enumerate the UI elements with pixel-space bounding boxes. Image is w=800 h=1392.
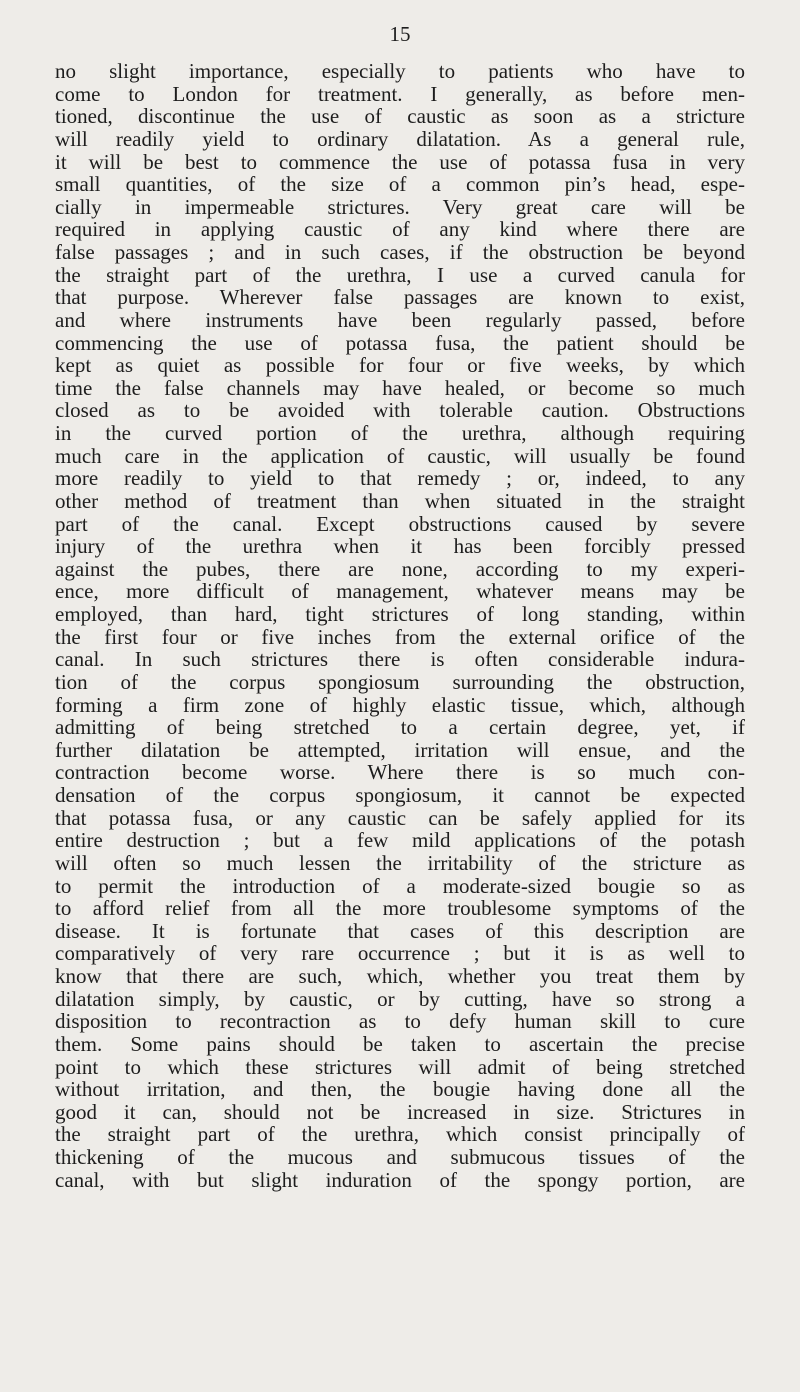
text-line: cially in impermeable strictures. Very great care will be xyxy=(55,194,745,219)
text-line: point to which these strictures will admit of being stretched xyxy=(55,1054,745,1079)
text-line: kept as quiet as possible for four or five weeks, by which xyxy=(55,353,745,378)
text-line: canal, with but slight induration of the spongy portion, are xyxy=(55,1167,745,1192)
body-text xyxy=(55,60,745,1191)
text-line: further dilatation be attempted, irritation will ensue, and the xyxy=(55,737,745,762)
text-line: will often so much lessen the irritability of the stricture as xyxy=(55,850,745,875)
text-line: no slight importance, especially to patients who have to xyxy=(55,59,745,83)
text-line: small quantities, of the size of a common pin’s head, espe- xyxy=(55,172,745,197)
text-line: to permit the introduction of a moderate-sized bougie so as xyxy=(55,873,745,898)
page-number: 15 xyxy=(389,22,411,46)
text-line: commencing the use of potassa fusa, the patient should be xyxy=(55,330,745,355)
text-line: that potassa fusa, or any caustic can be safely applied for its xyxy=(55,805,745,830)
text-line: comparatively of very rare occurrence ; but it is as well to xyxy=(55,941,745,966)
text-line: much care in the application of caustic, will usually be found xyxy=(55,443,745,468)
text-line: injury of the urethra when it has been forcibly pressed xyxy=(55,534,745,559)
text-line: to afford relief from all the more troublesome symptoms of the xyxy=(55,896,745,921)
text-line: know that there are such, which, whether you treat them by xyxy=(55,964,745,988)
text-line: dilatation simply, by caustic, or by cutting, have so strong a xyxy=(55,986,745,1011)
text-line: ence, more difficult of management, whatever means may be xyxy=(55,579,745,604)
text-line: entire destruction ; but a few mild applications of the potash xyxy=(55,828,745,853)
text-line: densation of the corpus spongiosum, it cannot be expected xyxy=(55,783,745,807)
text-line: canal. In such strictures there is often considerable indura- xyxy=(55,647,745,672)
text-line: good it can, should not be increased in size. Strictures in xyxy=(55,1099,745,1124)
text-line: against the pubes, there are none, according to my experi- xyxy=(55,556,745,581)
text-line: without irritation, and then, the bougie having done all the xyxy=(55,1077,745,1102)
text-line: tion of the corpus spongiosum surrounding the obstruction, xyxy=(55,669,745,694)
text-line: disposition to recontraction as to defy human skill to cure xyxy=(55,1009,745,1034)
text-line: the first four or five inches from the external orifice of the xyxy=(55,624,745,649)
text-line: the straight part of the urethra, which consist principally of xyxy=(55,1122,745,1147)
text-line: more readily to yield to that remedy ; or, indeed, to any xyxy=(55,466,745,491)
text-line: come to London for treatment. I generally, as before men- xyxy=(55,81,745,106)
text-line: closed as to be avoided with tolerable caution. Obstructions xyxy=(55,398,745,423)
text-line: in the curved portion of the urethra, although requiring xyxy=(55,421,745,445)
text-line: part of the canal. Except obstructions caused by severe xyxy=(55,511,745,536)
text-line: that purpose. Wherever false passages are known to exist, xyxy=(55,285,745,310)
text-line: employed, than hard, tight strictures of long standing, within xyxy=(55,602,745,626)
text-line: the straight part of the urethra, I use a curved canula for xyxy=(55,262,745,287)
text-line: thickening of the mucous and submucous tissues of the xyxy=(55,1145,745,1169)
text-line: will readily yield to ordinary dilatation. As a general rule, xyxy=(55,126,745,151)
text-line: false passages ; and in such cases, if the obstruction be beyond xyxy=(55,240,745,264)
text-line: required in applying caustic of any kind where there are xyxy=(55,217,745,242)
text-line: contraction become worse. Where there is so much con- xyxy=(55,760,745,785)
text-line: other method of treatment than when situated in the straight xyxy=(55,488,745,513)
text-line: them. Some pains should be taken to ascertain the precise xyxy=(55,1031,745,1056)
text-line: tioned, discontinue the use of caustic as soon as a stricture xyxy=(55,104,745,129)
text-line: and where instruments have been regularly passed, before xyxy=(55,307,745,332)
text-line: forming a firm zone of highly elastic tissue, which, although xyxy=(55,692,745,717)
text-line: time the false channels may have healed, or become so much xyxy=(55,375,745,400)
text-line: admitting of being stretched to a certain degree, yet, if xyxy=(55,715,745,740)
text-line: disease. It is fortunate that cases of this description are xyxy=(55,918,745,943)
text-line: it will be best to commence the use of potassa fusa in very xyxy=(55,149,745,174)
